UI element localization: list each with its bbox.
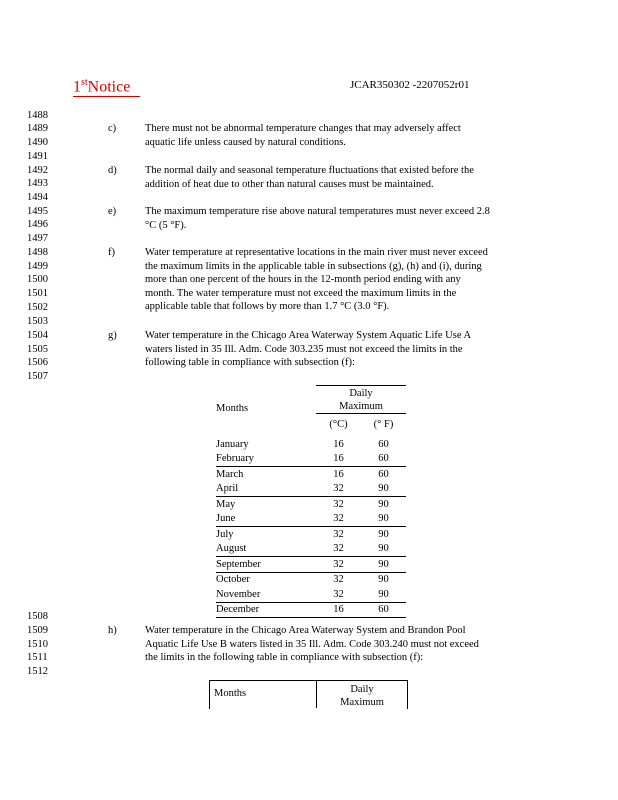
table-row: February 16 60 bbox=[216, 452, 406, 467]
line-number: 1501 bbox=[27, 288, 48, 299]
line-number: 1512 bbox=[27, 666, 48, 677]
line-number: 1488 bbox=[27, 110, 48, 121]
line-number: 1492 bbox=[27, 165, 48, 176]
table-row: September 32 90 bbox=[216, 557, 406, 573]
item-label-d: d) bbox=[108, 165, 117, 176]
line-number: 1502 bbox=[27, 302, 48, 313]
table-h-daily-header: Daily Maximum bbox=[340, 684, 384, 708]
line-number: 1495 bbox=[27, 206, 48, 217]
line-number: 1490 bbox=[27, 137, 48, 148]
line-number: 1489 bbox=[27, 123, 48, 134]
line-number: 1506 bbox=[27, 357, 48, 368]
line-number: 1504 bbox=[27, 330, 48, 341]
table-row: December 16 60 bbox=[216, 602, 406, 618]
line-number: 1498 bbox=[27, 247, 48, 258]
table-row: January 16 60 bbox=[216, 438, 389, 450]
item-text-c: There must not be abnormal temperature changes that may adversely affect aquatic life unless caused by natural conditions. bbox=[145, 123, 461, 148]
item-label-f: f) bbox=[108, 247, 115, 258]
table-row: June 32 90 bbox=[216, 512, 406, 527]
line-number: 1494 bbox=[27, 192, 48, 203]
line-number: 1499 bbox=[27, 261, 48, 272]
item-label-h: h) bbox=[108, 625, 117, 636]
item-text-e: The maximum temperature rise above natural temperatures must never exceed 2.8 °C (5 °F). bbox=[145, 206, 490, 231]
line-number: 1496 bbox=[27, 219, 48, 230]
table-g-daily-header: Daily Maximum bbox=[339, 388, 383, 412]
table-g-unit-f: (° F) bbox=[373, 419, 394, 430]
line-number: 1511 bbox=[27, 652, 48, 663]
table-row: July 32 90 bbox=[216, 528, 389, 540]
table-row: May 32 90 bbox=[216, 498, 389, 510]
table-row: November 32 90 bbox=[216, 587, 406, 602]
item-text-h: Water temperature in the Chicago Area Waterway System and Brandon Pool Aquatic Life Use B waters listed in 35 Ill. Adm. Code 303.240 must not exceed the limits in the following table in compliance with subsection (f): bbox=[145, 625, 479, 663]
item-text-g: Water temperature in the Chicago Area Waterway System Aquatic Life Use A waters listed in 35 Ill. Adm. Code 303.235 must not exceed the limits in the following table in compliance with subsection (f): bbox=[145, 330, 472, 368]
notice-heading: 1stNotice bbox=[73, 74, 140, 97]
table-row: October 32 90 bbox=[216, 574, 389, 586]
item-text-f: Water temperature at representative locations in the main river must never exceed the maximum limits in the applicable table in subsections (g), (h) and (i), during more than one percent of the hours in the 12-month period ending with any month. The water temperature must not exceed the maximum limits in the applicable table that follows by more than 1.7 °C (3.0 °F). bbox=[145, 247, 488, 312]
table-g-months-header: Months bbox=[216, 403, 249, 414]
line-number: 1508 bbox=[27, 611, 48, 622]
document-id: JCAR350302 -2207052r01 bbox=[350, 79, 470, 91]
table-g bbox=[216, 437, 406, 618]
line-number: 1507 bbox=[27, 371, 48, 382]
table-row: August 32 90 bbox=[216, 542, 406, 557]
line-number: 1491 bbox=[27, 151, 48, 162]
table-row: April 32 90 bbox=[216, 482, 406, 497]
line-number: 1500 bbox=[27, 274, 48, 285]
table-g-unit-c: (°C) bbox=[329, 419, 348, 430]
table-g-header-rule bbox=[316, 413, 406, 414]
item-text-d: The normal daily and seasonal temperature fluctuations that existed before the addition of heat due to other than natural causes must be maintained. bbox=[145, 165, 474, 190]
table-row: March 16 60 bbox=[216, 468, 389, 480]
item-label-g: g) bbox=[108, 330, 117, 341]
item-label-c: c) bbox=[108, 123, 117, 134]
line-number: 1510 bbox=[27, 639, 48, 650]
line-number: 1493 bbox=[27, 178, 48, 189]
table-g-top-rule bbox=[316, 385, 406, 386]
line-number: 1509 bbox=[27, 625, 48, 636]
item-label-e: e) bbox=[108, 206, 117, 217]
table-h-months-header: Months bbox=[214, 688, 247, 699]
line-number: 1505 bbox=[27, 344, 48, 355]
line-number: 1497 bbox=[27, 233, 48, 244]
line-number: 1503 bbox=[27, 316, 48, 327]
